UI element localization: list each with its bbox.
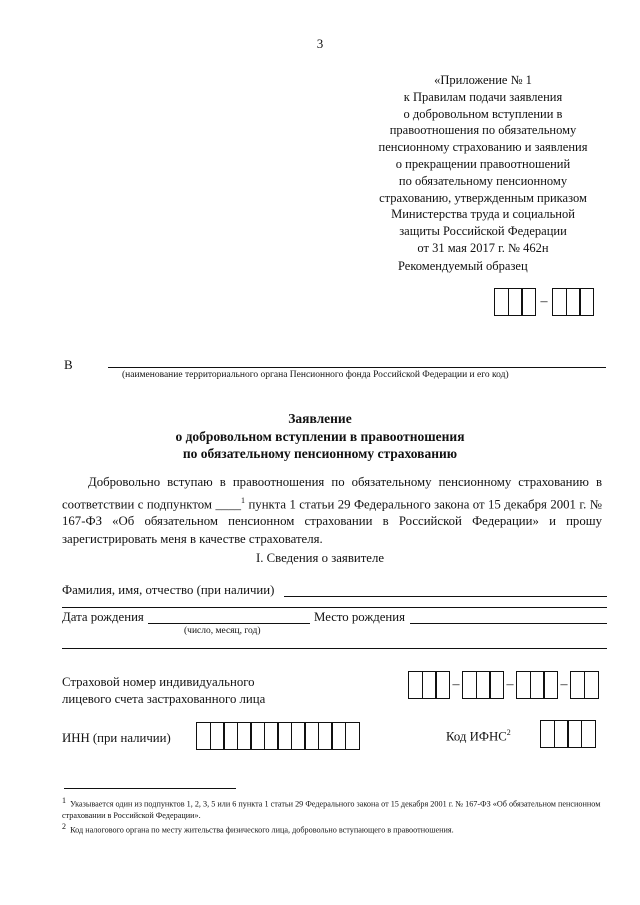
snils-label-line: Страховой номер индивидуального bbox=[62, 675, 255, 689]
ifns-label-text: Код ИФНС bbox=[446, 729, 507, 744]
snils-digit-box[interactable] bbox=[489, 671, 504, 699]
birth-place-label: Место рождения bbox=[314, 610, 406, 624]
footnote-mark: 2 bbox=[62, 821, 66, 831]
full-name-label: Фамилия, имя, отчество (при наличии) bbox=[62, 583, 275, 597]
page-number: 3 bbox=[316, 36, 324, 51]
appendix-line: страхованию, утвержденным приказом bbox=[379, 190, 587, 205]
appendix-line: по обязательному пенсионному bbox=[398, 173, 568, 188]
title-line: о добровольном вступлении в правоотношения bbox=[175, 428, 465, 444]
appendix-line: о прекращении правоотношений bbox=[395, 156, 571, 171]
snils-label bbox=[62, 674, 265, 708]
title-line: по обязательному пенсионному страхованию bbox=[182, 446, 458, 461]
footnote-ref-2: 2 bbox=[506, 728, 511, 737]
appendix-line: «Приложение № 1 bbox=[434, 73, 532, 87]
code-box[interactable] bbox=[579, 288, 594, 316]
appendix-line: Министерства труда и социальной bbox=[391, 207, 575, 222]
footnote-separator bbox=[64, 788, 236, 789]
full-name-continuation-line[interactable] bbox=[62, 607, 607, 608]
appendix-line: защиты Российской Федерации bbox=[399, 224, 567, 239]
footnote-text: Указывается один из подпунктов 1, 2, 3, 5 или 6 пункта 1 статьи 29 Федерального закона от 15 декабря 2001 г. № 167-ФЗ «Об обязательном пенсионном страховании в Российской Федерации». bbox=[62, 799, 601, 820]
full-name-input-line[interactable] bbox=[284, 596, 607, 597]
footnote-2 bbox=[62, 821, 607, 836]
section-heading: I. Сведения о заявителе bbox=[255, 551, 385, 565]
ifns-digit-box[interactable] bbox=[581, 720, 596, 748]
snils-digit-box[interactable] bbox=[584, 671, 599, 699]
recommended-sample-label: Рекомендуемый образец bbox=[398, 259, 528, 273]
snils-digit-box[interactable] bbox=[435, 671, 450, 699]
footnote-ref-1: 1 bbox=[241, 495, 246, 505]
appendix-line: правоотношения по обязательному bbox=[389, 123, 577, 138]
subparagraph-blank[interactable]: ____ bbox=[215, 496, 242, 511]
body-part-2: пункта 1 статьи 29 Федерального закона от 15 декабря 2001 г. № 167-ФЗ «Об обязательном пенсионном страховании в Российской Федерации» и прошу зарегистрировать меня в качестве страхователя. bbox=[62, 496, 602, 547]
snils-boxes bbox=[408, 671, 599, 699]
appendix-line: от 31 мая 2017 г. № 462н bbox=[417, 240, 549, 255]
body-part-1: Добровольно вступаю в правоотношения по обязательному пенсионному страхованию в соответствии с подпунктом bbox=[62, 475, 602, 511]
snils-dash: – bbox=[560, 677, 568, 692]
birth-place-input-line[interactable] bbox=[410, 623, 607, 624]
document-title bbox=[0, 410, 640, 463]
appendix-line: пенсионному страхованию и заявления bbox=[378, 140, 588, 155]
code-box[interactable] bbox=[521, 288, 536, 316]
birth-date-input-line[interactable] bbox=[148, 623, 310, 624]
appendix-reference bbox=[352, 72, 614, 257]
addressee-line[interactable] bbox=[108, 367, 606, 368]
inn-digit-box[interactable] bbox=[345, 722, 360, 750]
ifns-boxes bbox=[540, 720, 596, 748]
snils-digit-box[interactable] bbox=[543, 671, 558, 699]
inn-boxes bbox=[196, 722, 360, 750]
addressee-caption: (наименование территориального органа Пенсионного фонда Российской Федерации и его код) bbox=[122, 370, 509, 380]
snils-dash: – bbox=[452, 677, 460, 692]
birth-place-continuation-line[interactable] bbox=[62, 648, 607, 649]
footnote-mark: 1 bbox=[62, 796, 66, 805]
inn-label: ИНН (при наличии) bbox=[62, 731, 171, 745]
title-line: Заявление bbox=[288, 411, 352, 426]
birth-date-label: Дата рождения bbox=[62, 610, 144, 624]
appendix-line: о добровольном вступлении в bbox=[403, 106, 563, 121]
footnote-1 bbox=[62, 795, 607, 821]
code-dash: – bbox=[540, 294, 548, 309]
snils-label-line: лицевого счета застрахованного лица bbox=[62, 692, 266, 706]
birth-date-caption: (число, месяц, год) bbox=[184, 626, 261, 636]
ifns-label bbox=[446, 728, 511, 744]
snils-dash: – bbox=[506, 677, 514, 692]
addressee-prefix: В bbox=[64, 357, 73, 372]
application-text bbox=[62, 474, 602, 549]
appendix-line: к Правилам подачи заявления bbox=[403, 89, 563, 104]
footnotes bbox=[62, 795, 607, 835]
fund-code-boxes bbox=[494, 288, 594, 316]
footnote-text: Код налогового органа по месту жительства физического лица, добровольно вступающего в правоотношения. bbox=[70, 825, 454, 835]
